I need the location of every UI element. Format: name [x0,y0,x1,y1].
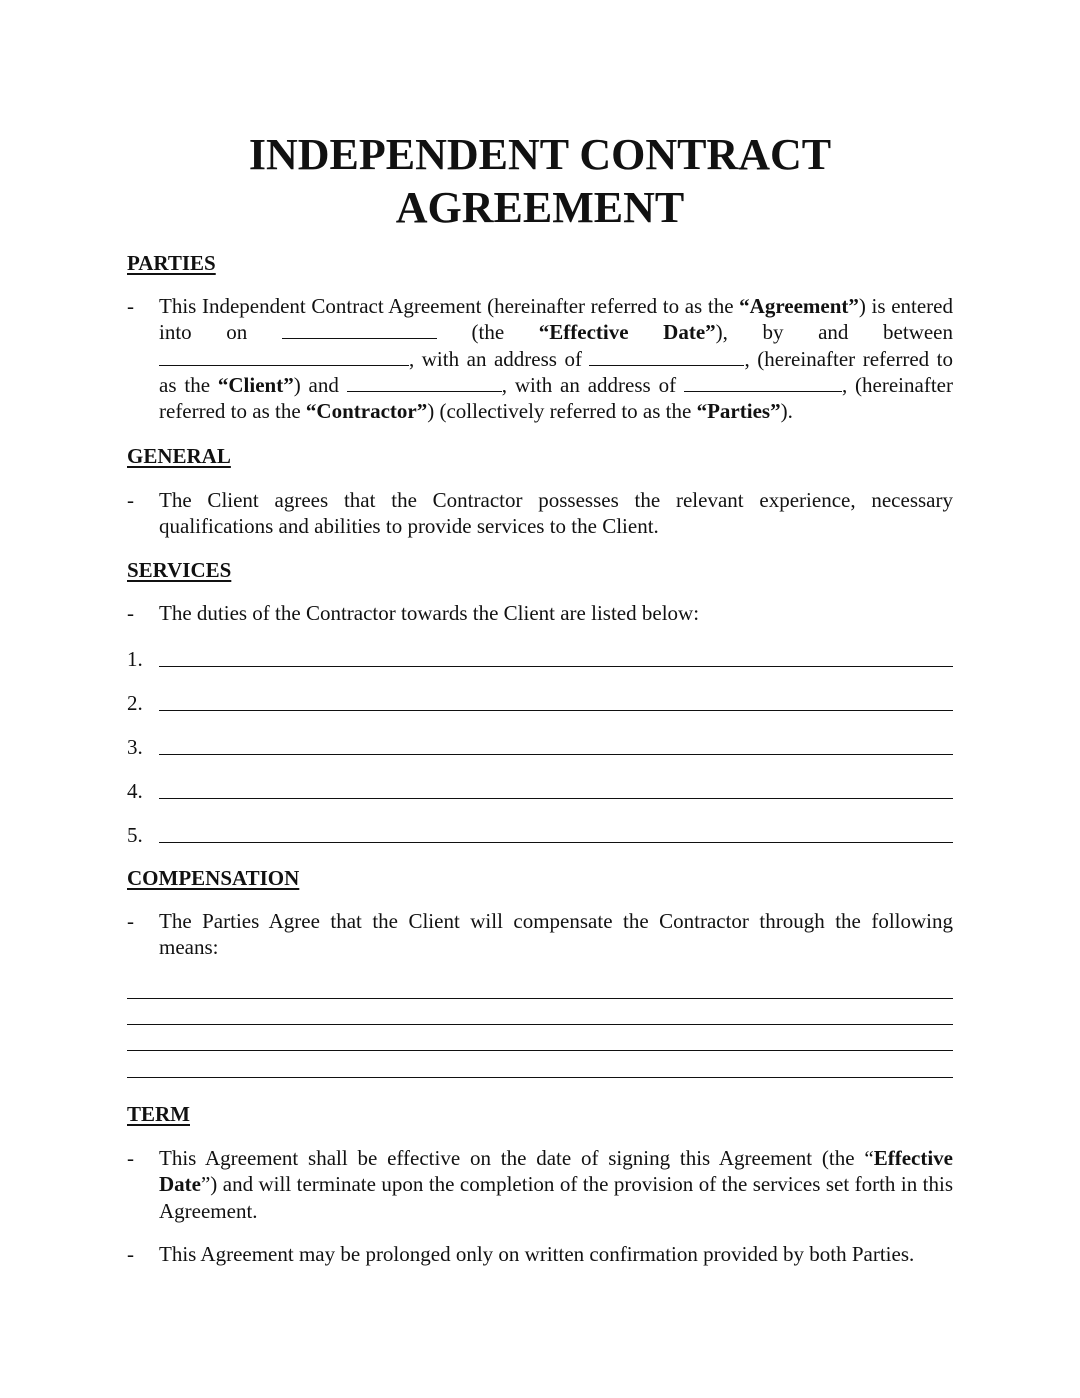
term-heading: TERM [127,1102,190,1126]
services-paragraph [127,600,953,626]
service-line[interactable] [159,754,953,755]
effective-date-blank[interactable] [282,320,437,339]
service-line[interactable] [159,842,953,843]
compensation-text: The Parties Agree that the Client will compensate the Contractor through the following means: [159,909,953,960]
contractor-name-blank[interactable] [347,373,502,392]
service-line[interactable] [159,710,953,711]
bullet-dash: - [127,488,134,512]
effective-date-term: Effective Date [159,1146,953,1197]
term-text-2: This Agreement may be prolonged only on written confirmation provided by both Parties. [159,1242,915,1266]
parties-text: This Independent Contract Agreement (hereinafter referred to as the “Agreement”) is entered into on (the “Effective Date”), by and between , with an address of , (hereinafter referred to as the “Client”) and , with an address of , (hereinafter referred to as the “Contractor”) (collectively referred to as the “Parties”). [159,294,953,424]
title-line-1: INDEPENDENT CONTRACT [248,130,832,179]
general-paragraph [127,487,953,540]
bullet-dash: - [127,1146,134,1170]
title-line-2: AGREEMENT [395,183,685,232]
effective-date-term: “Effective Date” [538,320,716,345]
item-number: 3. [127,735,143,759]
services-text: The duties of the Contractor towards the Client are listed below: [159,601,700,625]
agreement-term: “Agreement” [739,294,859,318]
service-item-2[interactable] [127,690,953,716]
document-page [127,0,953,1398]
item-number: 5. [127,823,143,847]
contractor-term: “Contractor” [305,399,428,424]
compensation-line-3[interactable] [127,1050,953,1051]
bullet-dash: - [127,601,134,625]
service-item-4[interactable] [127,778,953,804]
services-heading: SERVICES [127,558,232,582]
document-title [127,128,953,234]
term-text-1: This Agreement shall be effective on the date of signing this Agreement (the “Effective Date”) and will terminate upon the completion of the provision of the services set forth in this Agreement. [159,1146,953,1223]
parties-paragraph [127,293,953,424]
item-number: 1. [127,647,143,671]
bullet-dash: - [127,1242,134,1266]
service-line[interactable] [159,666,953,667]
compensation-paragraph [127,908,953,961]
compensation-line-1[interactable] [127,998,953,999]
service-line[interactable] [159,798,953,799]
bullet-dash: - [127,909,134,933]
term-paragraph-2 [127,1241,953,1267]
client-address-blank[interactable] [589,347,744,366]
term-paragraph-1 [127,1145,953,1224]
client-term: “Client” [217,372,294,397]
service-item-5[interactable] [127,822,953,848]
general-heading: GENERAL [127,444,231,468]
compensation-heading: COMPENSATION [127,866,300,890]
parties-term: “Parties” [696,399,781,424]
client-name-blank[interactable] [159,347,409,366]
bullet-dash: - [127,294,134,318]
general-text: The Client agrees that the Contractor possesses the relevant experience, necessary qualifications and abilities to provide services to the Client. [159,488,953,539]
item-number: 2. [127,691,143,715]
item-number: 4. [127,779,143,803]
contractor-address-blank[interactable] [684,373,842,392]
service-item-3[interactable] [127,734,953,760]
service-item-1[interactable] [127,646,953,672]
compensation-line-4[interactable] [127,1077,953,1078]
compensation-line-2[interactable] [127,1024,953,1025]
parties-heading: PARTIES [127,251,216,275]
